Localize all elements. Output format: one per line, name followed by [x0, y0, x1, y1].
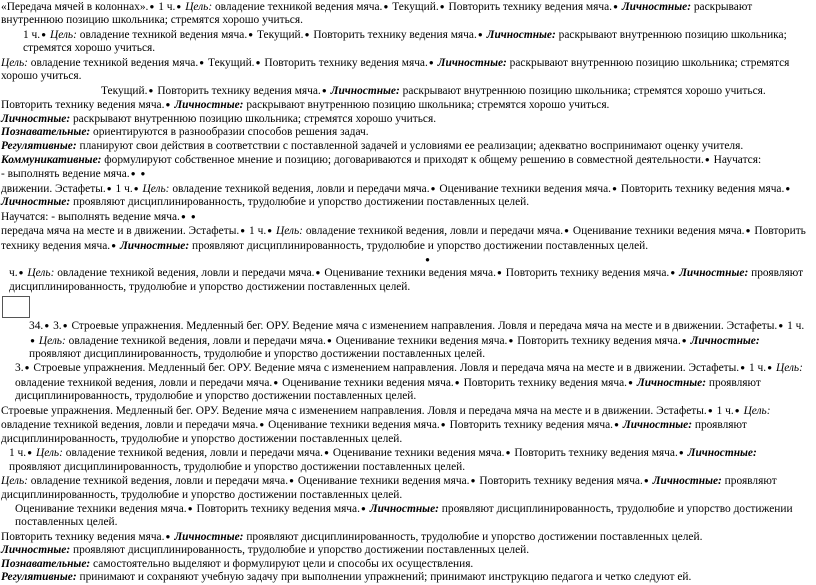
bold-italic-label: Личностные:: [634, 376, 707, 389]
bold-italic-label: Личностные:: [171, 530, 244, 543]
bullet-icon: ●: [165, 100, 171, 110]
bullet-icon: ●: [24, 363, 30, 373]
bullet-icon: ●: [62, 321, 68, 331]
bullet-icon: ●: [289, 476, 294, 486]
text-paragraph: [1, 502, 809, 530]
text-run: проявляют дисциплинированность, трудолюбие и упорство достижении поставленных целей.: [29, 347, 486, 360]
bullet-icon: ●: [785, 183, 791, 193]
bullet-icon: ●: [678, 448, 684, 458]
text-paragraph: [1, 294, 809, 319]
bullet-icon: ●: [267, 226, 273, 236]
text-run: Оценивание техники ведения мяча.: [15, 502, 187, 515]
italic-label: Цель:: [139, 182, 170, 195]
text-run: Повторить технику ведения мяча.: [446, 419, 614, 432]
italic-label: Цель:: [182, 1, 213, 13]
text-run: 1 ч.: [246, 225, 267, 238]
bullet-icon: ●: [477, 29, 483, 39]
bullet-icon: ●: [199, 57, 205, 67]
text-run: овладение техникой ведения мяча.: [27, 56, 199, 69]
text-run: планируют свои действия в соответствии с поставленной задачей и условиями ее реализации; адекватно воспринимают оценку учителя.: [76, 139, 744, 152]
text-run: Текущий.: [205, 56, 255, 69]
text-run: Повторить технику ведения мяча.: [193, 502, 360, 515]
bullet-icon: ●: [470, 476, 476, 486]
text-run: овладение техникой ведения, ловли и передачи мяча.: [62, 447, 324, 460]
text-run: проявляют дисциплинированность, трудолюбие и упорство достижении поставленных целей.: [15, 502, 793, 529]
empty-frame: [2, 296, 30, 318]
text-run: проявляют дисциплинированность, трудолюбие и упорство достижении поставленных целей.: [9, 460, 466, 473]
text-run: 34.: [29, 320, 44, 333]
text-run: самостоятельно выделяют и формулируют цели и способы их осуществления.: [90, 557, 474, 570]
bullet-icon: ●: [383, 2, 389, 11]
bold-italic-label: Регулятивные:: [1, 139, 77, 152]
text-run: принимают и сохраняют учебную задачу при выполнении упражнений; принимают инструкцию педагога и четко следуют ей.: [76, 571, 692, 584]
text-run: Повторить технику ведения мяча.: [502, 267, 670, 280]
text-run: формулируют собственное мнение и позицию; договариваются и приходят к общему решению в совместной деятельности.: [101, 153, 704, 166]
bullet-icon: ●: [740, 363, 746, 373]
bullet-icon: ●: [176, 2, 182, 11]
text-paragraph: [1, 28, 809, 56]
text-paragraph: [1, 210, 809, 224]
bold-italic-label: Личностные:: [687, 334, 760, 347]
text-run: Повторить технику ведения мяча.: [261, 56, 428, 69]
text-run: раскрывают внутреннюю позицию школьника; стремятся хорошо учиться.: [243, 99, 610, 112]
text-paragraph: [1, 319, 809, 361]
text-paragraph: [1, 446, 809, 474]
text-run: - выполнять ведение мяча.: [1, 168, 130, 181]
bullet-icon: ●: [133, 183, 139, 193]
bold-italic-label: Личностные:: [366, 502, 439, 515]
bullet-icon: ●: [181, 211, 186, 221]
text-run: 3.: [50, 320, 62, 333]
text-run: проявляют дисциплинированность, трудолюбие и упорство достижении поставленных целей.: [70, 544, 530, 557]
text-paragraph: [1, 253, 809, 266]
bullet-icon: ●: [106, 183, 112, 193]
bullet-icon: ●: [767, 363, 773, 373]
bullet-icon: ●: [187, 503, 193, 513]
bullet-icon: ●: [30, 335, 35, 345]
text-run: Оценивание техники ведения мяча.: [295, 475, 470, 488]
text-run: овладение техникой ведения, ловли и передачи мяча.: [1, 419, 259, 432]
bullet-icon: ●: [324, 448, 329, 458]
text-run: Оценивание техники ведения мяча.: [570, 225, 745, 238]
bullet-icon: ●: [612, 183, 617, 193]
text-run: Повторить технику ведения мяча.: [445, 1, 613, 13]
text-run: Повторить технику ведения мяча.: [514, 334, 681, 347]
text-run: Оценивание техники ведения мяча.: [330, 447, 505, 460]
bold-italic-label: Личностные:: [619, 1, 692, 13]
bullet-icon: ●: [248, 29, 254, 39]
text-run: Повторить технику ведения мяча.: [618, 182, 785, 195]
bold-italic-label: Познавательные:: [1, 557, 91, 570]
bullet-icon: ●: [255, 57, 261, 67]
bullet-icon: ●: [454, 377, 460, 387]
bullet-icon: ●: [613, 2, 618, 11]
bullet-icon: ●: [130, 169, 136, 179]
bullet-icon: ●: [27, 448, 33, 458]
bullet-icon: ●: [44, 321, 50, 331]
text-run: 1 ч.: [112, 182, 133, 195]
text-run: 1 ч.: [9, 447, 27, 460]
text-paragraph: [1, 98, 809, 112]
bold-italic-label: Личностные:: [649, 475, 722, 488]
bullet-icon: ●: [165, 531, 171, 541]
italic-label: Цель:: [47, 28, 77, 41]
bullet-icon: ●: [430, 183, 436, 193]
text-run: овладение техникой ведения мяча.: [212, 1, 383, 13]
text-paragraph: [1, 404, 809, 446]
bullet-icon: ●: [326, 335, 332, 345]
text-run: раскрывают внутреннюю позицию школьника; стремятся хорошо учиться.: [70, 112, 437, 125]
bullet-icon: ●: [497, 268, 502, 278]
bullet-icon: ●: [505, 448, 511, 458]
text-run: проявляют дисциплинированность, трудолюбие и упорство достижении поставленных целей.: [15, 376, 761, 403]
text-paragraph: [1, 544, 809, 557]
bullet-icon: ●: [111, 240, 117, 250]
bullet-icon: ●: [643, 476, 649, 486]
text-run: Оценивание техники ведения мяча.: [265, 419, 440, 432]
text-paragraph: [1, 571, 809, 584]
text-run: овладение техникой ведения, ловли и передачи мяча.: [302, 225, 564, 238]
text-run: Оценивание техники ведения мяча.: [332, 334, 508, 347]
text-paragraph: [1, 182, 809, 210]
italic-label: Цель:: [24, 267, 55, 280]
text-run: овладение техникой ведения, ловли и передачи мяча.: [65, 334, 326, 347]
text-paragraph: [1, 84, 809, 98]
bullet-icon: ●: [259, 420, 265, 430]
bold-italic-label: Личностные:: [620, 419, 693, 432]
text-run: Повторить технику ведения мяча.: [1, 530, 165, 543]
bold-italic-label: Личностные:: [1, 196, 71, 209]
text-paragraph: [1, 126, 809, 139]
text-run: 1 ч.: [155, 1, 176, 13]
bold-italic-label: Личностные:: [171, 99, 244, 112]
text-run: Повторить технику ведения мяча.: [460, 376, 628, 389]
bold-italic-label: Личностные:: [676, 267, 749, 280]
bullet-icon: ●: [734, 405, 740, 415]
bold-italic-label: Личностные:: [483, 28, 556, 41]
text-run: 1 ч.: [23, 28, 41, 41]
text-run: Научатся:: [710, 153, 762, 166]
text-run: раскрывают внутреннюю позицию школьника; стремятся хорошо учиться.: [1, 56, 790, 83]
text-run: Текущий.: [101, 84, 148, 97]
bullet-icon: ●: [681, 335, 687, 345]
text-run: Повторить технику ведения мяча.: [1, 225, 806, 252]
bold-italic-label: Коммуникативные:: [1, 153, 102, 166]
bold-italic-label: Познавательные:: [1, 126, 91, 139]
text-run: 3.: [15, 362, 24, 375]
text-run: ч.: [9, 267, 18, 280]
bullet-icon: ●: [440, 420, 446, 430]
italic-label: Цель:: [773, 362, 803, 375]
text-paragraph: [1, 113, 809, 126]
text-paragraph: [1, 153, 809, 167]
bullet-icon: ●: [628, 377, 633, 387]
text-run: проявляют дисциплинированность, трудолюбие и упорство достижении поставленных целей.: [189, 239, 649, 252]
bullet-icon: ●: [41, 29, 47, 39]
bullet-icon: ●: [707, 405, 713, 415]
italic-label: Цель:: [1, 56, 28, 69]
bold-italic-label: Личностные:: [1, 112, 71, 125]
bullet-icon: ●: [745, 226, 751, 236]
text-run: «Передача мячей в колоннах».: [1, 1, 149, 13]
text-run: овладение техникой ведения, ловли и передачи мяча.: [54, 267, 315, 280]
text-run: раскрывают внутреннюю позицию школьника; стремятся хорошо учиться.: [23, 28, 787, 55]
text-run: Строевые упражнения. Медленный бег. ОРУ. Ведение мяча с изменением направления. Ловля и передача мяча на месте и в движении. Эстафеты.: [68, 320, 778, 333]
text-run: овладение техникой ведения, ловли и передачи мяча.: [27, 475, 289, 488]
text-paragraph: [1, 266, 809, 294]
italic-label: Цель:: [740, 404, 771, 417]
text-run: проявляют дисциплинированность, трудолюбие и упорство достижении поставленных целей.: [1, 419, 747, 445]
bold-italic-label: Личностные:: [327, 84, 400, 97]
text-run: овладение техникой ведения, ловли и передачи мяча.: [15, 376, 273, 389]
bullet-icon: ●: [315, 268, 321, 278]
text-run: передача мяча на месте и в движении. Эстафеты.: [1, 225, 240, 238]
bullet-icon: ●: [428, 57, 434, 67]
text-run: Текущий.: [389, 1, 439, 13]
text-run: Оценивание техники ведения мяча.: [279, 376, 454, 389]
text-paragraph: [1, 474, 809, 502]
bullet-icon: ●: [439, 2, 445, 11]
text-run: проявляют дисциплинированность, трудолюбие и упорство достижении поставленных целей.: [9, 267, 804, 293]
text-run: Текущий.: [254, 28, 304, 41]
text-run: раскрывают внутреннюю позицию школьника; стремятся хорошо учиться.: [1, 1, 753, 27]
bullet-icon: ●: [425, 255, 430, 265]
text-paragraph: [1, 56, 809, 84]
text-run: Научатся: - выполнять ведение мяча.: [1, 210, 180, 223]
italic-label: Цель:: [33, 447, 63, 460]
bullet-icon: ●: [508, 335, 514, 345]
text-run: овладение техникой ведения мяча.: [76, 28, 248, 41]
bold-italic-label: Личностные:: [684, 447, 757, 460]
text-run: проявляют дисциплинированность, трудолюбие и упорство достижении поставленных целей.: [70, 196, 530, 209]
text-paragraph: [1, 0, 809, 28]
text-paragraph: [1, 530, 809, 544]
bullet-icon: ●: [148, 85, 154, 95]
text-run: Повторить технику ведения мяча.: [310, 28, 477, 41]
text-run: овладение техникой ведения, ловли и передачи мяча.: [169, 182, 430, 195]
bullet-icon: ●: [18, 268, 24, 278]
bullet-icon: ●: [149, 2, 155, 11]
italic-label: Цель:: [1, 475, 28, 488]
bullet-icon: ●: [273, 377, 279, 387]
text-run: ориентируются в разнообразии способов решения задач.: [90, 126, 369, 139]
text-run: 1 ч.: [784, 320, 805, 333]
text-run: раскрывают внутреннюю позицию школьника; стремятся хорошо учиться.: [399, 84, 766, 97]
italic-label: Цель:: [36, 334, 66, 347]
bullet-icon: ●: [564, 226, 569, 236]
text-run: 1 ч.: [713, 404, 734, 417]
text-run: проявляют дисциплинированность, трудолюбие и упорство достижении поставленных целей.: [243, 530, 703, 543]
bold-italic-label: Регулятивные:: [1, 571, 77, 584]
bullet-icon: ●: [240, 226, 246, 236]
bullet-icon: ●: [704, 154, 710, 164]
text-run: 1 ч.: [746, 362, 767, 375]
bullet-icon: ●: [361, 503, 366, 513]
bold-italic-label: Личностные:: [434, 56, 507, 69]
text-paragraph: [1, 558, 809, 571]
bold-italic-label: Личностные:: [117, 239, 190, 252]
bullet-icon: ●: [670, 268, 676, 278]
text-paragraph: [1, 224, 809, 253]
text-paragraph: [1, 361, 809, 403]
bullet-icon: ●: [190, 211, 196, 221]
bullet-icon: ●: [778, 321, 784, 331]
bullet-icon: ●: [304, 29, 310, 39]
text-run: Повторить технику ведения мяча.: [1, 99, 165, 112]
text-run: проявляют дисциплинированность, трудолюбие и упорство достижении поставленных целей.: [1, 475, 777, 501]
text-run: Оценивание техники ведения мяча.: [321, 267, 496, 280]
bullet-icon: ●: [321, 85, 327, 95]
bullet-icon: ●: [614, 420, 619, 430]
bold-italic-label: Личностные:: [1, 544, 71, 557]
text-paragraph: [1, 167, 809, 181]
text-run: Строевые упражнения. Медленный бег. ОРУ. Ведение мяча с изменением направления. Ловля и передача мяча на месте и в движении. Эстафеты.: [1, 404, 707, 417]
text-run: движении. Эстафеты.: [1, 182, 106, 195]
text-paragraph: [1, 140, 809, 153]
text-run: Строевые упражнения. Медленный бег. ОРУ. Ведение мяча с изменением направления. Ловля и передача мяча на месте и в движении. Эстафеты.: [30, 362, 740, 375]
bullet-icon: ●: [140, 169, 146, 179]
text-run: Повторить технику ведения мяча.: [476, 475, 643, 488]
italic-label: Цель:: [273, 225, 303, 238]
text-run: Повторить технику ведения мяча.: [154, 84, 321, 97]
text-run: Повторить технику ведения мяча.: [511, 447, 678, 460]
text-run: Оценивание техники ведения мяча.: [436, 182, 612, 195]
